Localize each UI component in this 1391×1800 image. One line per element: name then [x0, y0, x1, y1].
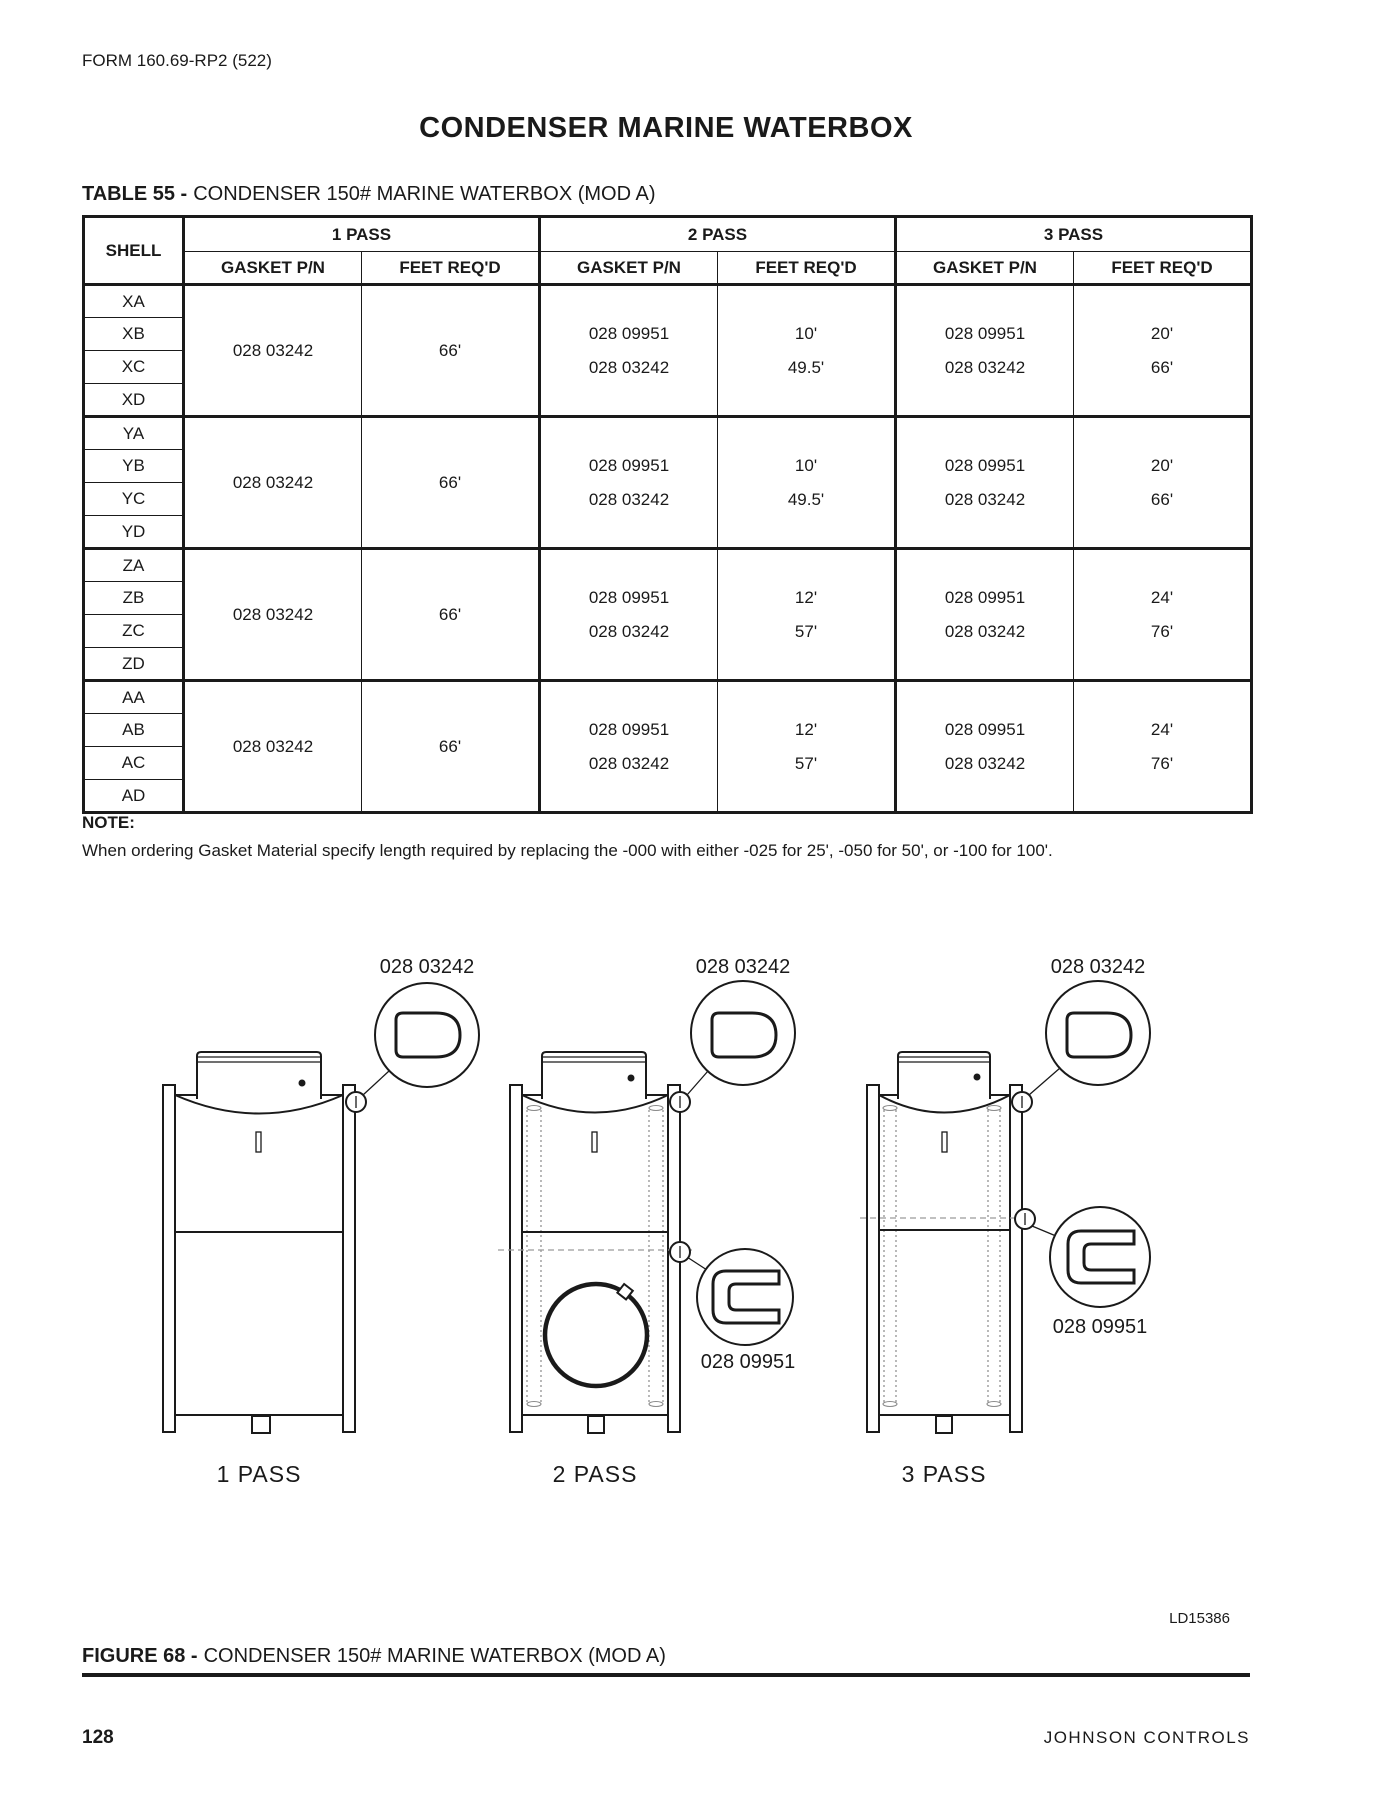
drawing-id: LD15386 [1169, 1610, 1230, 1627]
table-caption-number: TABLE 55 - [82, 183, 188, 205]
shell-cell: YB [84, 450, 184, 483]
leader-line [363, 1071, 389, 1095]
sight-slot [942, 1132, 947, 1152]
table-cell: 028 03242 [184, 549, 362, 681]
gasket-part-label: 028 03242 [1050, 956, 1146, 978]
shell-cell: ZB [84, 582, 184, 615]
note-label: NOTE: [82, 813, 135, 832]
leader-line [1032, 1226, 1056, 1236]
gasket-detail-circle [375, 983, 479, 1087]
gasket-part-label: 028 09951 [700, 1351, 796, 1373]
table-cell: 028 09951 028 03242 [540, 417, 718, 549]
pass1-group-header: 1 PASS [184, 217, 540, 252]
page-title: CONDENSER MARINE WATERBOX [419, 112, 913, 144]
shell-cell: YD [84, 516, 184, 549]
table-cell: 12' 57' [718, 681, 896, 813]
foot [936, 1416, 952, 1433]
table-cell: 028 09951 028 03242 [896, 681, 1074, 813]
figure-caption-text: CONDENSER 150# MARINE WATERBOX (MOD A) [203, 1645, 666, 1667]
table-cell: 028 09951 028 03242 [896, 417, 1074, 549]
diagram-caption-2pass: 2 PASS [552, 1461, 638, 1487]
table-cell: 20' 66' [1074, 417, 1252, 549]
shell-column-header: SHELL [84, 217, 184, 285]
table-cell: 10' 49.5' [718, 417, 896, 549]
pass2-gasket-header: GASKET P/N [540, 252, 718, 285]
table-cell: 24' 76' [1074, 549, 1252, 681]
flange-right [343, 1085, 355, 1432]
table-cell: 028 03242 [184, 681, 362, 813]
vent-dot [628, 1075, 635, 1082]
pass1-gasket-header: GASKET P/N [184, 252, 362, 285]
leader-line [687, 1071, 708, 1095]
shell-cell: YA [84, 417, 184, 450]
table-cell: 66' [362, 417, 540, 549]
form-number: FORM 160.69-RP2 (522) [82, 51, 272, 70]
flange-left [510, 1085, 522, 1432]
table-cell: 12' 57' [718, 549, 896, 681]
table-cell: 028 09951 028 03242 [540, 285, 718, 417]
shell-cell: AA [84, 681, 184, 714]
gasket-part-label: 028 09951 [1052, 1316, 1148, 1338]
pass2-group-header: 2 PASS [540, 217, 896, 252]
flange-right [1010, 1085, 1022, 1432]
diagram-caption-3pass: 3 PASS [901, 1461, 987, 1487]
pass1-feet-header: FEET REQ'D [362, 252, 540, 285]
gasket-part-label: 028 03242 [379, 956, 475, 978]
pass3-gasket-header: GASKET P/N [896, 252, 1074, 285]
gasket-detail-circle [697, 1249, 793, 1345]
pass2-feet-header: FEET REQ'D [718, 252, 896, 285]
pass3-group-header: 3 PASS [896, 217, 1252, 252]
table-cell: 028 09951 028 03242 [540, 549, 718, 681]
diagram-2pass [498, 956, 795, 1487]
shell-cell: XD [84, 384, 184, 417]
figure-caption-number: FIGURE 68 - [82, 1645, 198, 1667]
table-cell: 66' [362, 549, 540, 681]
gasket-detail-circle [1046, 981, 1150, 1085]
shell-cell: AD [84, 780, 184, 813]
flange-left [163, 1085, 175, 1432]
table-cell: 24' 76' [1074, 681, 1252, 813]
gasket-detail-circle [691, 981, 795, 1085]
shell-cell: XC [84, 351, 184, 384]
table-cell: 028 09951 028 03242 [896, 285, 1074, 417]
gasket-detail-circle [1050, 1207, 1150, 1307]
vent-dot [974, 1074, 981, 1081]
table-cell: 10' 49.5' [718, 285, 896, 417]
diagram-1pass [163, 956, 479, 1487]
sight-slot [592, 1132, 597, 1152]
sight-slot [256, 1132, 261, 1152]
vent-dot [299, 1080, 306, 1087]
company-name: JOHNSON CONTROLS [1043, 1728, 1250, 1747]
page-number: 128 [82, 1727, 114, 1748]
figure-caption [82, 1645, 666, 1668]
shell-cell: AB [84, 714, 184, 747]
shell-cell: ZC [84, 615, 184, 648]
leader-line [1029, 1068, 1060, 1095]
pass3-feet-header: FEET REQ'D [1074, 252, 1252, 285]
nozzle-opening [545, 1284, 647, 1386]
diagram-3pass [860, 956, 1150, 1487]
nozzle-cap [197, 1052, 321, 1099]
flange-left [867, 1085, 879, 1432]
foot [252, 1416, 270, 1433]
page-footer [82, 1727, 1250, 1749]
diagram-caption-1pass: 1 PASS [216, 1461, 302, 1487]
table-caption-text: CONDENSER 150# MARINE WATERBOX (MOD A) [193, 183, 656, 205]
table-cell: 66' [362, 285, 540, 417]
table-cell: 20' 66' [1074, 285, 1252, 417]
table-cell: 028 09951 028 03242 [540, 681, 718, 813]
shell-cell: ZD [84, 648, 184, 681]
shell-cell: AC [84, 747, 184, 780]
table-cell: 028 09951 028 03242 [896, 549, 1074, 681]
note-text: When ordering Gasket Material specify length required by replacing the -000 with either -025 for 25', -050 for 50', or -100 for 100'. [82, 841, 1053, 860]
table-cell: 66' [362, 681, 540, 813]
foot [588, 1416, 604, 1433]
shell-cell: YC [84, 483, 184, 516]
gasket-part-label: 028 03242 [695, 956, 791, 978]
table-cell: 028 03242 [184, 417, 362, 549]
shell-cell: XA [84, 285, 184, 318]
footer-rule [82, 1673, 1250, 1677]
leader-line [687, 1257, 707, 1270]
table-cell: 028 03242 [184, 285, 362, 417]
shell-cell: ZA [84, 549, 184, 582]
shell-cell: XB [84, 318, 184, 351]
